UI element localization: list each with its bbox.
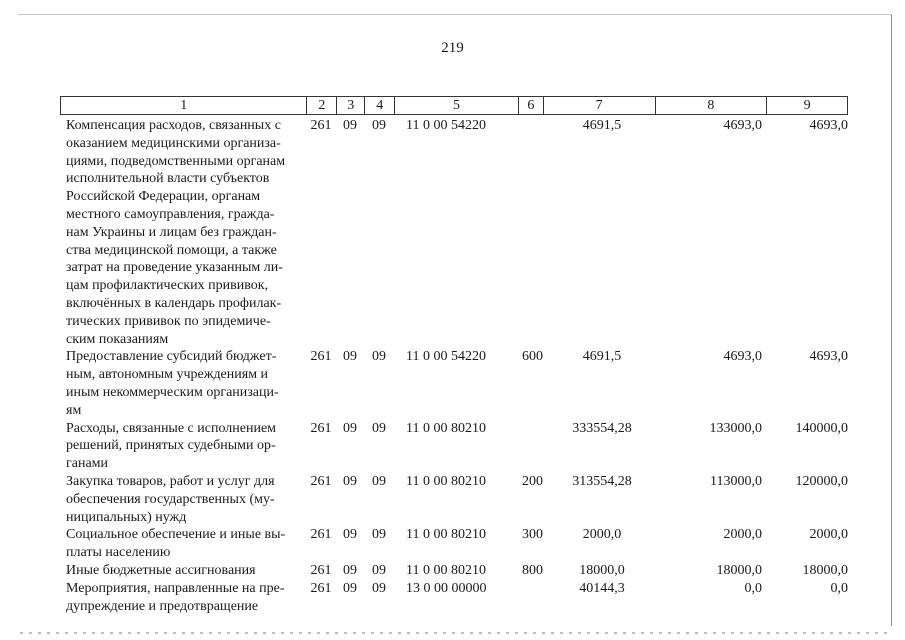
cell-subsection: 09 bbox=[372, 562, 386, 578]
description-line: Социальное обеспечение и иные вы- bbox=[66, 527, 286, 543]
cell-subsection: 09 bbox=[372, 118, 386, 133]
description-line: ства медицинской помощи, а также bbox=[66, 242, 277, 258]
row-description bbox=[60, 580, 306, 616]
description-line: цам профилактических прививок, bbox=[66, 278, 269, 294]
cell-ministry-code: 261 bbox=[310, 562, 332, 578]
header-col-1: 1 bbox=[61, 97, 307, 114]
description-line: платы населению bbox=[66, 545, 171, 561]
cell-amount-year-2: 113000,0 bbox=[710, 473, 762, 489]
cell-amount-year-1: 333554,28 bbox=[572, 420, 632, 436]
description-line: нам Украины и лицам без граждан- bbox=[66, 224, 277, 240]
description-line: ганами bbox=[66, 456, 109, 472]
cell-ministry-code: 261 bbox=[310, 118, 332, 133]
description-line: тических прививок по эпидемиче- bbox=[66, 313, 271, 329]
cell-ministry-code: 261 bbox=[310, 580, 332, 596]
row-description bbox=[60, 348, 306, 419]
cell-subsection: 09 bbox=[372, 473, 386, 489]
table-row bbox=[60, 420, 850, 473]
cell-section: 09 bbox=[343, 527, 357, 543]
description-line: дупреждение и предотвращение bbox=[66, 598, 259, 614]
cell-amount-year-2: 2000,0 bbox=[723, 527, 762, 543]
cell-ministry-code: 261 bbox=[310, 527, 332, 543]
cell-target-article: 11 0 00 80210 bbox=[406, 473, 486, 489]
cell-amount-year-3: 18000,0 bbox=[802, 562, 848, 578]
cell-target-article: 11 0 00 80210 bbox=[406, 420, 486, 436]
cell-amount-year-1: 2000,0 bbox=[582, 527, 622, 543]
description-line: ям bbox=[66, 402, 82, 418]
cell-section: 09 bbox=[343, 420, 357, 436]
cell-amount-year-3: 4693,0 bbox=[809, 349, 848, 365]
description-line: исполнительной власти субъектов bbox=[66, 171, 270, 187]
cell-amount-year-3: 0,0 bbox=[830, 580, 848, 596]
cell-amount-year-1: 40144,3 bbox=[579, 580, 625, 596]
table-body bbox=[60, 117, 850, 615]
description-line: ным, автономным учреждениям и bbox=[66, 367, 269, 383]
page-number: 219 bbox=[441, 40, 464, 56]
cell-amount-year-2: 4693,0 bbox=[723, 349, 762, 365]
cell-subsection: 09 bbox=[372, 349, 386, 365]
table-row bbox=[60, 526, 850, 562]
cell-expense-type bbox=[522, 117, 552, 348]
header-col-6: 6 bbox=[519, 97, 544, 114]
row-description bbox=[60, 473, 306, 526]
cell-amount-year-2: 18000,0 bbox=[716, 562, 762, 578]
scan-artifact bbox=[20, 632, 890, 634]
row-description bbox=[60, 526, 306, 562]
cell-section: 09 bbox=[343, 349, 357, 365]
description-line: ниципальных) нужд bbox=[66, 509, 187, 525]
cell-target-article: 11 0 00 54220 bbox=[406, 118, 486, 133]
cell-amount-year-1: 4691,5 bbox=[582, 118, 622, 133]
cell-ministry-code: 261 bbox=[310, 473, 332, 489]
description-line: обеспечения государственных (му- bbox=[66, 491, 275, 507]
table-header bbox=[60, 96, 848, 115]
table-row bbox=[60, 580, 850, 616]
cell-amount-year-3: 2000,0 bbox=[809, 527, 848, 543]
description-line: Российской Федерации, органам bbox=[66, 189, 261, 205]
cell-target-article: 11 0 00 54220 bbox=[406, 349, 486, 365]
description-line: Мероприятия, направленные на пре- bbox=[66, 580, 285, 596]
cell-amount-year-1: 18000,0 bbox=[579, 562, 625, 578]
row-description bbox=[60, 117, 306, 348]
cell-ministry-code: 261 bbox=[310, 420, 332, 436]
description-line: местного самоуправления, гражда- bbox=[66, 206, 275, 222]
description-line: иным некоммерческим организаци- bbox=[66, 384, 279, 400]
cell-amount-year-3: 140000,0 bbox=[795, 420, 848, 436]
cell-amount-year-2: 133000,0 bbox=[709, 420, 762, 436]
cell-section: 09 bbox=[343, 562, 357, 578]
cell-expense-type bbox=[522, 580, 552, 616]
cell-section: 09 bbox=[343, 473, 357, 489]
description-line: решений, принятых судебными ор- bbox=[66, 438, 276, 454]
cell-target-article: 13 0 00 00000 bbox=[406, 580, 487, 596]
table-row bbox=[60, 562, 850, 580]
description-line: ским показаниям bbox=[66, 331, 169, 347]
description-line: Предоставление субсидий бюджет- bbox=[66, 349, 277, 365]
description-line: оказанием медицинскими организа- bbox=[66, 135, 281, 151]
cell-expense-type: 200 bbox=[522, 473, 543, 489]
row-description bbox=[60, 420, 306, 473]
header-col-4: 4 bbox=[365, 97, 395, 114]
cell-expense-type: 800 bbox=[522, 562, 543, 578]
description-line: Иные бюджетные ассигнования bbox=[66, 562, 256, 578]
cell-target-article: 11 0 00 80210 bbox=[406, 562, 486, 578]
cell-target-article: 11 0 00 80210 bbox=[406, 527, 486, 543]
table-row bbox=[60, 117, 850, 348]
cell-subsection: 09 bbox=[372, 580, 386, 596]
cell-amount-year-3: 120000,0 bbox=[795, 473, 848, 489]
header-col-7: 7 bbox=[544, 97, 656, 114]
cell-amount-year-3: 4693,0 bbox=[809, 118, 848, 133]
cell-amount-year-1: 4691,5 bbox=[582, 349, 622, 365]
description-line: Расходы, связанные с исполнением bbox=[66, 420, 277, 436]
header-col-8: 8 bbox=[656, 97, 768, 114]
table-row bbox=[60, 473, 850, 526]
description-line: циями, подведомственными органам bbox=[66, 153, 286, 169]
cell-section: 09 bbox=[343, 580, 357, 596]
header-col-5: 5 bbox=[395, 97, 519, 114]
header-col-3: 3 bbox=[337, 97, 365, 114]
description-line: Закупка товаров, работ и услуг для bbox=[66, 473, 275, 489]
cell-expense-type: 300 bbox=[522, 527, 543, 543]
cell-expense-type: 600 bbox=[522, 349, 543, 365]
description-line: затрат на проведение указанным ли- bbox=[66, 260, 283, 276]
cell-subsection: 09 bbox=[372, 420, 386, 436]
description-line: Компенсация расходов, связанных с bbox=[66, 118, 281, 133]
table-row bbox=[60, 348, 850, 419]
cell-subsection: 09 bbox=[372, 527, 386, 543]
cell-ministry-code: 261 bbox=[310, 349, 332, 365]
cell-amount-year-2: 0,0 bbox=[744, 580, 762, 596]
header-col-2: 2 bbox=[307, 97, 337, 114]
description-line: включённых в календарь профилак- bbox=[66, 295, 282, 311]
cell-section: 09 bbox=[343, 118, 357, 133]
row-description bbox=[60, 562, 306, 580]
header-col-9: 9 bbox=[803, 98, 811, 113]
cell-amount-year-1: 313554,28 bbox=[572, 473, 632, 489]
cell-amount-year-2: 4693,0 bbox=[723, 118, 762, 133]
cell-expense-type bbox=[522, 420, 552, 473]
